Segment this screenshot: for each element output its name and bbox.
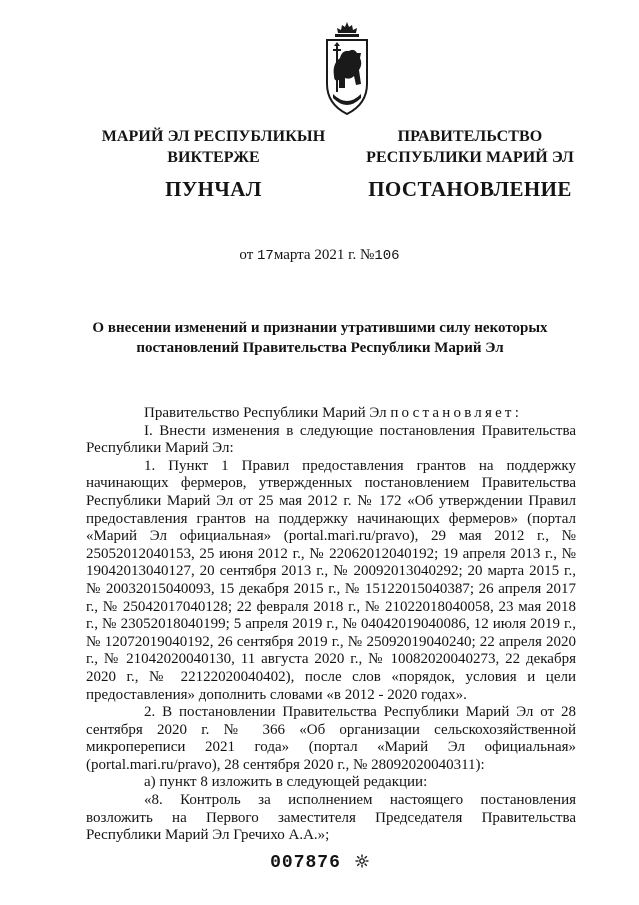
header-left-line1: МАРИЙ ЭЛ РЕСПУБЛИКЫН [101,128,326,145]
header-right-doc-type: ПОСТАНОВЛЕНИЕ [368,177,572,201]
header-right [350,126,590,203]
header-left [86,126,341,203]
intro-text: Правительство Республики Марий Эл [144,405,391,421]
document-date [0,247,639,264]
date-day: 17 [257,248,274,264]
date-month-year: марта 2021 г. № [273,247,375,263]
paragraph-2: 1. Пункт 1 Правил предоставления грантов на поддержку начинающих фермеров, утвержденных постановлением Правительства Республики Марий Эл от 25 мая 2012 г. № 172 «Об утверждении Правил предоставления грантов на поддержку начинающих фермеров» (портал «Марий Эл официальная» (portal.mari.ru/pravo), 29 мая 2012 г., № 25052012040153, 25 июня 2012 г., № 22062012040192; 19 апреля 2013 г., № 19042013040127, 20 сентября 2013 г., № 20092013040292; 20 марта 2015 г., № 20032015040093, 15 декабря 2015 г., № 15122015040387; 26 апреля 2017 г., № 25042017040128; 22 февраля 2018 г., № 21022018040058, 23 мая 2018 г., № 23052018040199; 5 апреля 2019 г., № 04042019040086, 12 июля 2019 г., № 12072019040192, 26 сентября 2019 г., № 25092019040240; 22 апреля 2020 г., № 21042020040130, 11 августа 2020 г., № 10082020040273, 22 декабря 2020 г., № 22122020040402), после слов «порядок, условия и цели предоставления» дополнить словами «в 2012 - 2020 годах». [86,457,576,703]
title-line1: О внесении изменений и признании утратившими силу некоторых [92,320,548,336]
date-prefix: от [239,247,258,263]
paragraph-intro [86,405,576,423]
footer-serial [0,853,639,873]
header-right-line1: ПРАВИТЕЛЬСТВО [397,128,543,145]
ornament-star-icon [355,854,369,868]
document-body [86,405,576,845]
paragraph-3: 2. В постановлении Правительства Республики Марий Эл от 28 сентября 2020 г. № 366 «Об организации сельскохозяйственной микропереписи 2021 года» (портал «Марий Эл официальная» (portal.mari.ru/pravo), 28 сентября 2020 г., № 28092020040311): [86,704,576,773]
header-left-line2: ВИКТЕРЖЕ [167,149,260,166]
paragraph-5: «8. Контроль за исполнением настоящего постановления возложить на Первого заместителя Председателя Правительства Республики Марий Эл Гречихо А.А.»; [86,792,576,844]
header-left-doc-type: ПУНЧАЛ [165,177,262,201]
title-line2: постановлений Правительства Республики Марий Эл [136,340,504,356]
paragraph-4: а) пункт 8 изложить в следующей редакции: [144,774,428,791]
intro-spaced-word: постановляет: [390,405,523,421]
serial-number: 007876 [270,853,341,873]
coat-of-arms-icon [323,22,371,116]
header-right-line2: РЕСПУБЛИКИ МАРИЙ ЭЛ [366,149,574,166]
document-title [40,318,600,358]
paragraph-1: I. Внести изменения в следующие постановления Правительства Республики Марий Эл: [86,422,576,457]
document-number: 106 [374,248,400,264]
